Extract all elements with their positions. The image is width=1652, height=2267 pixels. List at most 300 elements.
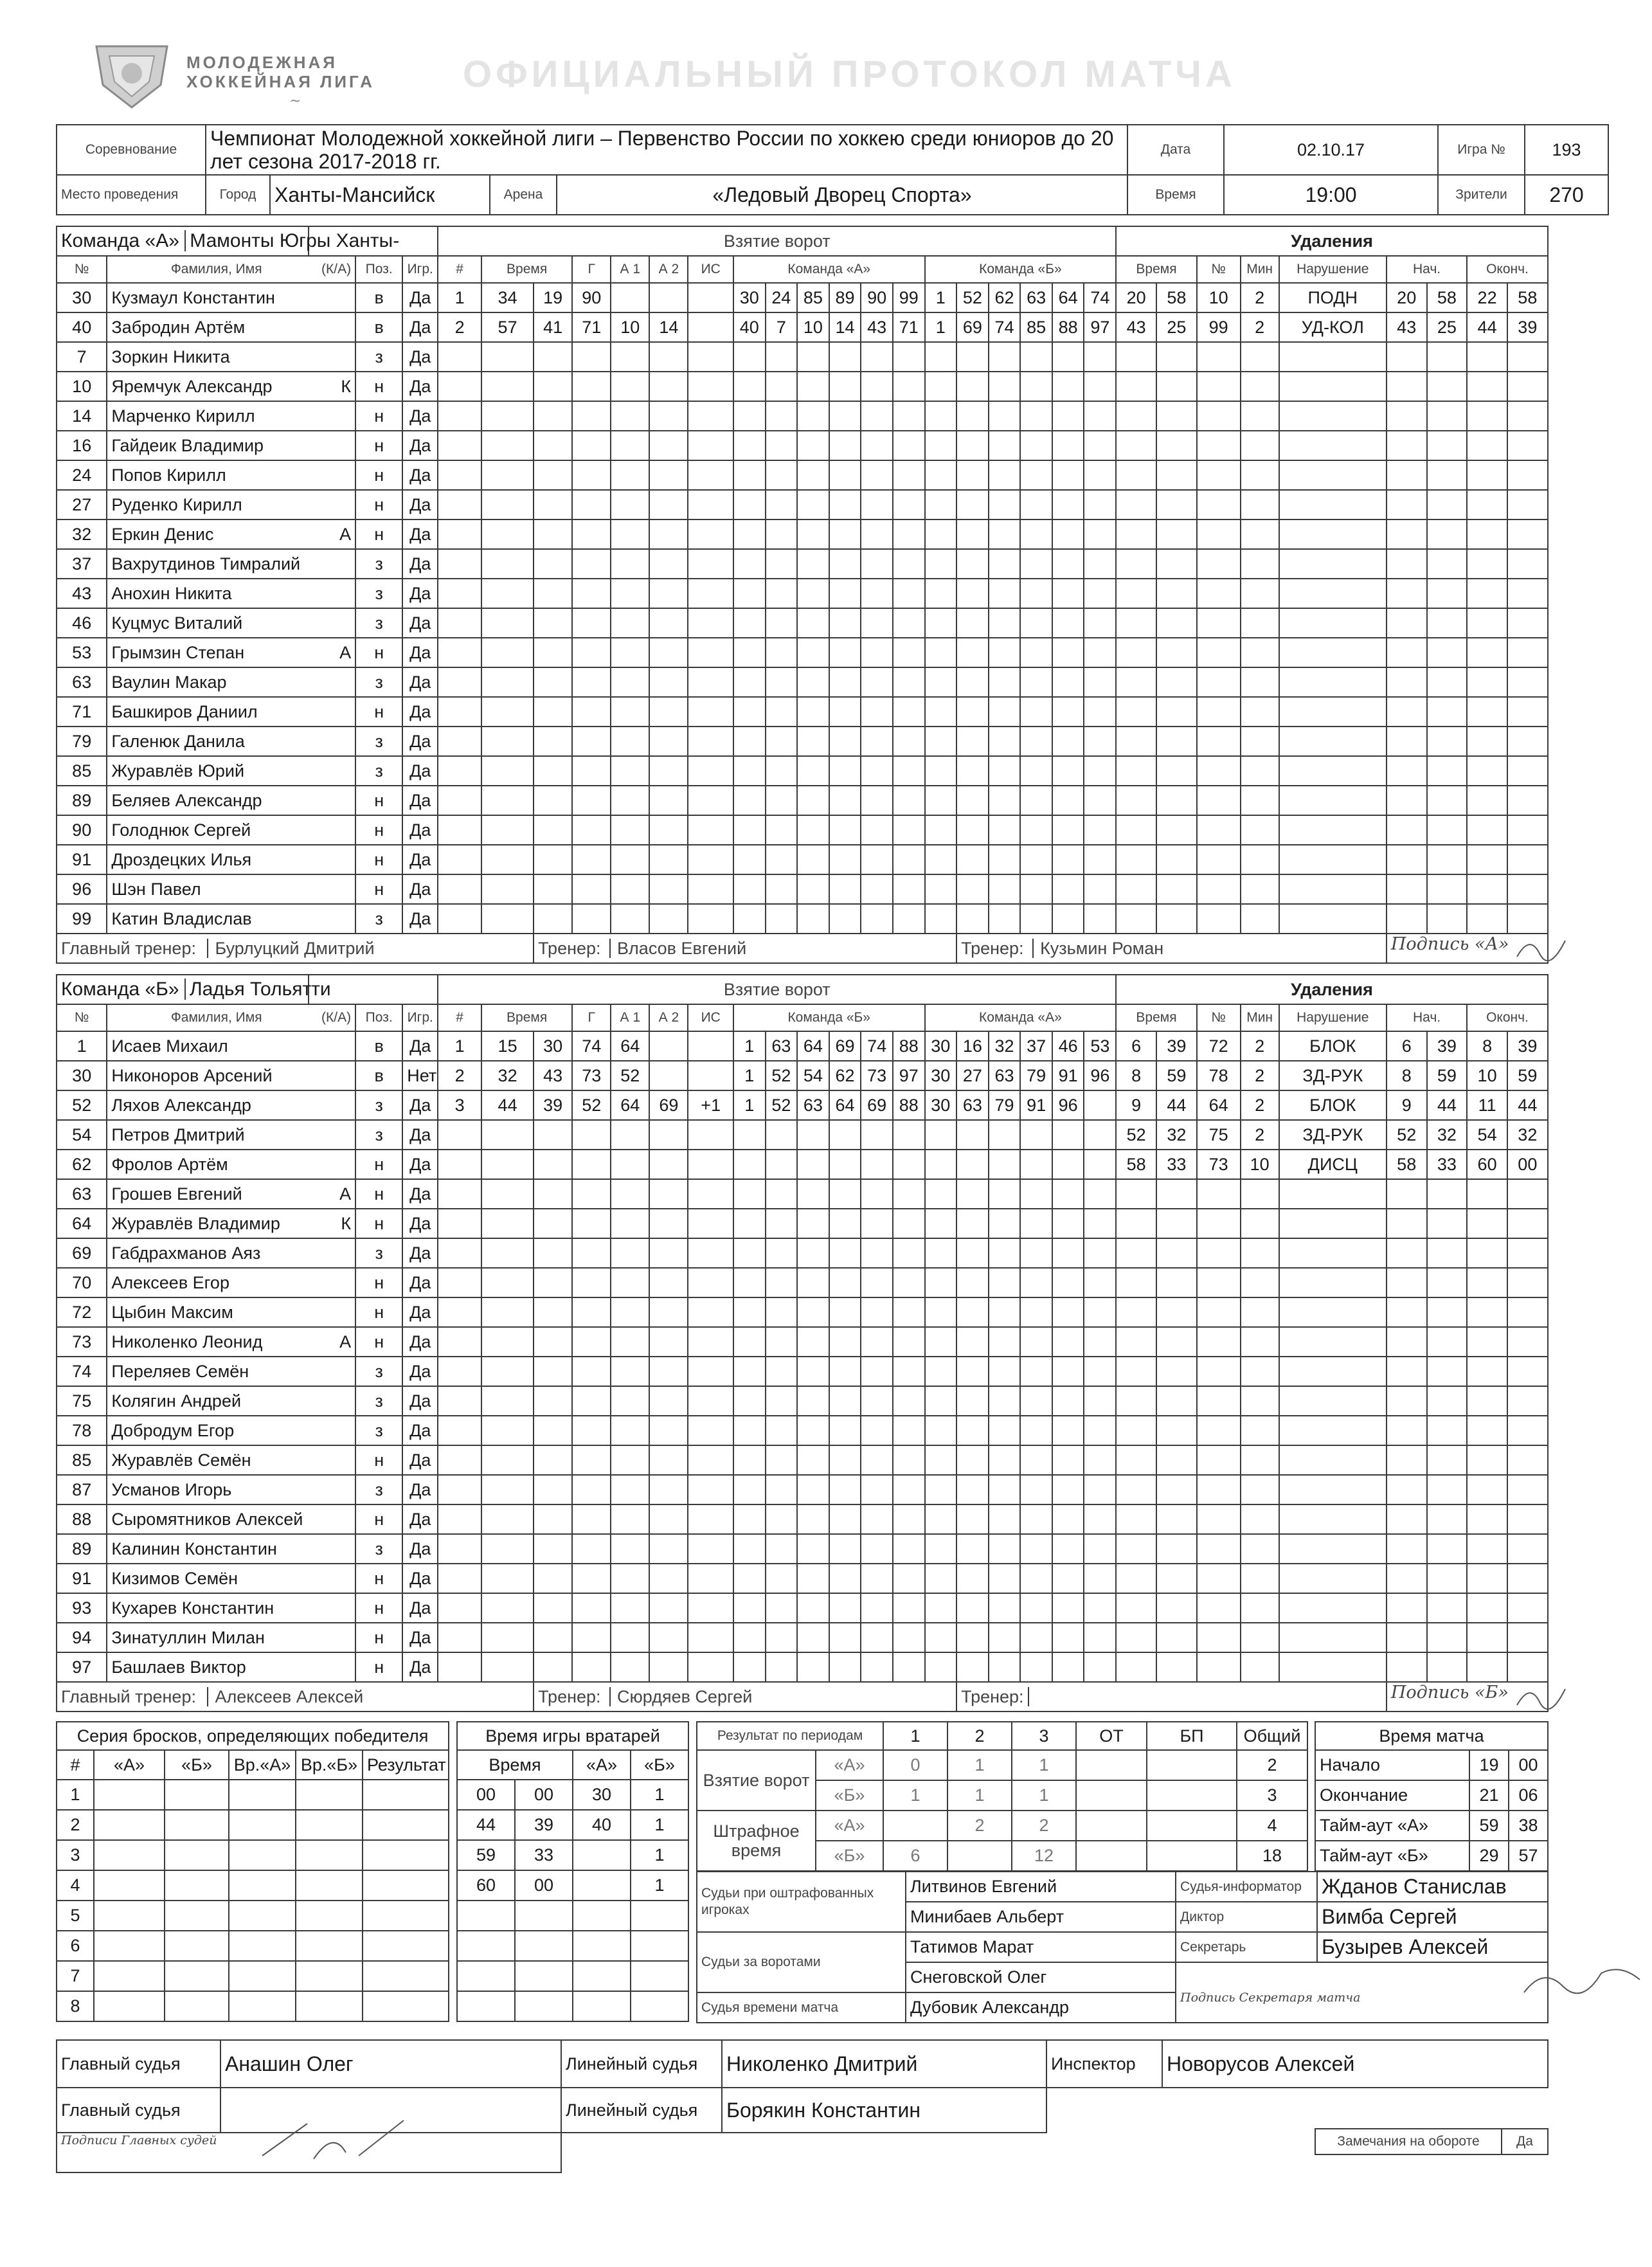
onice-own: 52 <box>766 1061 798 1090</box>
player-ka <box>309 845 355 874</box>
goal-situation <box>688 312 733 342</box>
remarks-table <box>1315 2128 1549 2155</box>
player-name: Цыбин Максим <box>107 1297 309 1327</box>
player-row <box>57 1297 1548 1327</box>
player-number: 14 <box>57 401 107 431</box>
team_b-h-own: Команда «Б» <box>733 1004 925 1031</box>
player-name: Переляев Семён <box>107 1357 309 1386</box>
player-name: Николенко Леонид <box>107 1327 309 1357</box>
goalie-b: 1 <box>631 1870 688 1901</box>
player-played: Да <box>402 1150 438 1179</box>
player-row <box>57 1090 1548 1120</box>
goalie-minute: 59 <box>457 1840 515 1870</box>
player-number: 96 <box>57 874 107 904</box>
shootout-h-num: # <box>57 1750 94 1780</box>
team_b-coach-label: Главный тренер: <box>61 1686 196 1706</box>
pen-minute: 52 <box>1116 1120 1156 1150</box>
player-ka <box>309 283 355 312</box>
player-number: 16 <box>57 431 107 460</box>
player-row <box>57 1120 1548 1150</box>
player-number: 54 <box>57 1120 107 1150</box>
player-played: Да <box>402 756 438 786</box>
period-col-1: 1 <box>883 1722 947 1750</box>
pen-minutes: 2 <box>1241 1061 1279 1090</box>
onice-own: 7 <box>766 312 798 342</box>
player-position: н <box>355 401 402 431</box>
team_b-h-a2: А 2 <box>649 1004 688 1031</box>
team_b-h-gnum: # <box>438 1004 481 1031</box>
period-value: 1 <box>1012 1780 1076 1811</box>
player-position: в <box>355 312 402 342</box>
shootout-title: Серия бросков, определяющих победителя <box>57 1722 449 1750</box>
goal-second: 43 <box>534 1061 572 1090</box>
goalie-second: 39 <box>515 1810 573 1840</box>
team_a-h-pnum: № <box>1197 256 1241 283</box>
logo-line-2: ХОККЕЙНАЯ ЛИГА <box>186 72 375 91</box>
player-number: 90 <box>57 815 107 845</box>
onice-opp: 1 <box>925 312 957 342</box>
referee-label-2: Главный судья <box>57 2088 220 2133</box>
team_a-h-play: Игр. <box>402 256 438 283</box>
player-name: Анохин Никита <box>107 579 309 608</box>
match-info-table <box>56 124 1609 215</box>
player-ka <box>309 1357 355 1386</box>
player-number: 69 <box>57 1238 107 1268</box>
onice-own: 1 <box>733 1090 766 1120</box>
player-played: Да <box>402 845 438 874</box>
team_a-h-gtime: Время <box>481 256 572 283</box>
team_a-h-pstart: Нач. <box>1387 256 1467 283</box>
team_a-h-ka: (К/А) <box>321 262 352 276</box>
shootout-row <box>57 1870 449 1901</box>
team_b-h-a1: А 1 <box>611 1004 649 1031</box>
match-time-label: Тайм-аут «А» <box>1315 1811 1469 1841</box>
pen-end-sec: 58 <box>1507 283 1548 312</box>
team_b-signature <box>1514 1683 1572 1708</box>
player-name: Добродум Егор <box>107 1416 309 1445</box>
player-position: з <box>355 756 402 786</box>
player-row <box>57 1357 1548 1386</box>
player-played: Да <box>402 1268 438 1297</box>
player-position: н <box>355 874 402 904</box>
period-value <box>947 1841 1012 1871</box>
goal-second: 30 <box>534 1031 572 1061</box>
player-ka: К <box>309 372 355 401</box>
onice-own: 99 <box>893 283 925 312</box>
linesman-1: Николенко Дмитрий <box>722 2040 1046 2088</box>
player-ka <box>309 667 355 697</box>
player-ka <box>309 1475 355 1504</box>
player-number: 1 <box>57 1031 107 1061</box>
player-row <box>57 1475 1548 1504</box>
goalie-second: 00 <box>515 1870 573 1901</box>
team_b-h-name: Фамилия, Имя <box>170 1010 262 1025</box>
player-position: з <box>355 1238 402 1268</box>
player-position: з <box>355 549 402 579</box>
team_a-coach-label: Главный тренер: <box>61 938 196 958</box>
onice-own: 52 <box>766 1090 798 1120</box>
team_b-h-pos: Поз. <box>355 1004 402 1031</box>
onice-opp: 53 <box>1084 1031 1116 1061</box>
period-value <box>1076 1811 1147 1841</box>
match-time-label: Тайм-аут «Б» <box>1315 1841 1469 1871</box>
goalie-row <box>457 1780 688 1810</box>
player-number: 46 <box>57 608 107 638</box>
player-played: Да <box>402 608 438 638</box>
game-value: 193 <box>1525 125 1608 175</box>
remarks-value: Да <box>1502 2129 1548 2154</box>
player-position: з <box>355 1534 402 1564</box>
onice-opp: 16 <box>956 1031 989 1061</box>
player-position: з <box>355 579 402 608</box>
logo-line-1: МОЛОДЕЖНАЯ <box>186 53 337 72</box>
team_a-coach2-label: Тренер: <box>538 938 601 958</box>
timekeeper-value: Дубовик Александр <box>906 1992 1176 2023</box>
player-position: н <box>355 1504 402 1534</box>
period-col-2: 2 <box>947 1722 1012 1750</box>
team_b-h-ptime: Время <box>1116 1004 1196 1031</box>
player-played: Да <box>402 372 438 401</box>
player-row <box>57 1238 1548 1268</box>
pen-minutes: 10 <box>1241 1150 1279 1179</box>
shootout-table <box>56 1721 449 2022</box>
goal-minute: 32 <box>481 1061 534 1090</box>
player-ka <box>309 1090 355 1120</box>
goalie-row <box>457 1810 688 1840</box>
team_a-name: Мамонты Югры Ханты- <box>184 230 399 251</box>
match-time-minute: 21 <box>1469 1780 1509 1811</box>
pen-violation: ДИСЦ <box>1279 1150 1387 1179</box>
player-position: н <box>355 519 402 549</box>
timekeeper-label: Судья времени матча <box>697 1992 906 2023</box>
player-number: 32 <box>57 519 107 549</box>
period-value <box>1147 1811 1237 1841</box>
player-position: н <box>355 845 402 874</box>
goal-minute: 34 <box>481 283 534 312</box>
player-played: Да <box>402 431 438 460</box>
player-number: 87 <box>57 1475 107 1504</box>
pen-end-min: 8 <box>1467 1031 1507 1061</box>
match-time-minute: 19 <box>1469 1750 1509 1780</box>
onice-own: 24 <box>766 283 798 312</box>
pen-start-sec: 58 <box>1427 283 1468 312</box>
player-row <box>57 904 1548 934</box>
player-position: з <box>355 904 402 934</box>
player-position: з <box>355 342 402 372</box>
player-played: Да <box>402 1416 438 1445</box>
player-played: Да <box>402 1593 438 1623</box>
player-row <box>57 1564 1548 1593</box>
player-row <box>57 312 1548 342</box>
player-played: Да <box>402 1445 438 1475</box>
goal-assist-2: 69 <box>649 1090 688 1120</box>
player-position: з <box>355 1090 402 1120</box>
player-name: Усманов Игорь <box>107 1475 309 1504</box>
pen-player: 75 <box>1197 1120 1241 1150</box>
player-name: Еркин Денис <box>107 519 309 549</box>
pen-minutes: 2 <box>1241 312 1279 342</box>
periods-title: Результат по периодам <box>697 1722 883 1750</box>
player-ka <box>309 815 355 845</box>
inspector-value: Новорусов Алексей <box>1162 2040 1548 2088</box>
period-value <box>1076 1841 1147 1871</box>
player-row <box>57 786 1548 815</box>
player-ka: А <box>309 519 355 549</box>
player-position: н <box>355 697 402 727</box>
team_b-sign-label: Подпись «Б» <box>1390 1683 1509 1703</box>
player-played: Да <box>402 904 438 934</box>
player-number: 79 <box>57 727 107 756</box>
player-name: Кизимов Семён <box>107 1564 309 1593</box>
logo-signature: ~ <box>289 93 301 109</box>
player-number: 73 <box>57 1327 107 1357</box>
player-name: Галенюк Данила <box>107 727 309 756</box>
player-ka: К <box>309 1209 355 1238</box>
team_a-h-pviol: Нарушение <box>1279 256 1387 283</box>
player-number: 71 <box>57 697 107 727</box>
game-label: Игра № <box>1438 125 1525 175</box>
player-ka: А <box>309 638 355 667</box>
player-ka <box>309 579 355 608</box>
onice-opp: 30 <box>925 1090 957 1120</box>
period-col-so: БП <box>1147 1722 1237 1750</box>
team_a-signature <box>1514 934 1572 960</box>
player-number: 53 <box>57 638 107 667</box>
player-played: Да <box>402 342 438 372</box>
goal-minute: 44 <box>481 1090 534 1120</box>
city-value: Ханты-Мансийск <box>270 175 490 215</box>
player-played: Да <box>402 401 438 431</box>
player-played: Да <box>402 1564 438 1593</box>
league-logo <box>90 40 174 111</box>
goalies-title: Время игры вратарей <box>457 1722 688 1750</box>
referees-signature <box>249 2117 442 2162</box>
player-number: 85 <box>57 756 107 786</box>
shootout-h-a: «А» <box>94 1750 165 1780</box>
team-b-section <box>56 974 1549 1712</box>
onice-opp: 32 <box>989 1031 1021 1061</box>
player-ka <box>309 1593 355 1623</box>
team_a-h-gnum: # <box>438 256 481 283</box>
shootout-h-b: «Б» <box>165 1750 229 1780</box>
goal-assist-2 <box>649 1031 688 1061</box>
match-time-label: Окончание <box>1315 1780 1469 1811</box>
period-value: 1 <box>883 1780 947 1811</box>
player-played: Да <box>402 1357 438 1386</box>
pen-end-min: 54 <box>1467 1120 1507 1150</box>
secretary-label: Секретарь <box>1176 1932 1317 1962</box>
player-position: н <box>355 1297 402 1327</box>
period-value <box>1147 1780 1237 1811</box>
team_a-h-is: ИС <box>688 256 733 283</box>
pen-minutes: 2 <box>1241 1120 1279 1150</box>
player-ka <box>309 312 355 342</box>
period-value: 1 <box>1012 1750 1076 1780</box>
player-number: 74 <box>57 1357 107 1386</box>
referees-signature-label: Подписи Главных судей <box>61 2133 217 2147</box>
onice-own: 69 <box>829 1031 861 1061</box>
goal-assist-2: 14 <box>649 312 688 342</box>
onice-opp: 97 <box>1084 312 1116 342</box>
team_b-coach2: Сюрдяев Сергей <box>609 1687 752 1706</box>
onice-own: 69 <box>861 1090 893 1120</box>
player-position: з <box>355 1475 402 1504</box>
player-name: Журавлёв Семён <box>107 1445 309 1475</box>
onice-opp <box>1084 1090 1116 1120</box>
player-name: Сыромятников Алексей <box>107 1504 309 1534</box>
pen-second: 25 <box>1156 312 1197 342</box>
goalie-time-table <box>456 1721 689 2022</box>
player-played: Да <box>402 874 438 904</box>
player-number: 72 <box>57 1297 107 1327</box>
time-value: 19:00 <box>1224 175 1438 215</box>
referee-label-1: Главный судья <box>57 2040 220 2088</box>
player-name: Зоркин Никита <box>107 342 309 372</box>
player-ka <box>309 1297 355 1327</box>
player-number: 30 <box>57 1061 107 1090</box>
player-played: Да <box>402 1090 438 1120</box>
onice-own: 90 <box>861 283 893 312</box>
player-row <box>57 845 1548 874</box>
goalie-a: 30 <box>573 1780 631 1810</box>
goal-number: 2 <box>438 312 481 342</box>
player-ka <box>309 460 355 490</box>
pen-minute: 8 <box>1116 1061 1156 1090</box>
goal-situation <box>688 1061 733 1090</box>
goal-assist-1: 64 <box>611 1090 649 1120</box>
player-row <box>57 1593 1548 1623</box>
onice-opp: 74 <box>989 312 1021 342</box>
goalie-a <box>573 1870 631 1901</box>
onice-own: 71 <box>893 312 925 342</box>
player-played: Да <box>402 579 438 608</box>
onice-own: 88 <box>893 1090 925 1120</box>
player-ka <box>309 1386 355 1416</box>
player-played: Да <box>402 283 438 312</box>
shootout-h-res: Результат <box>363 1750 449 1780</box>
team_a-pen-title: Удаления <box>1116 226 1547 256</box>
player-name: Ляхов Александр <box>107 1090 309 1120</box>
player-ka <box>309 756 355 786</box>
shootout-row-num: 6 <box>57 1931 94 1961</box>
player-name: Грошев Евгений <box>107 1179 309 1209</box>
pen-second: 33 <box>1156 1150 1197 1179</box>
player-played: Да <box>402 1652 438 1682</box>
goal-assist-2 <box>649 1061 688 1090</box>
player-row <box>57 1504 1548 1534</box>
player-row <box>57 1327 1548 1357</box>
onice-opp: 79 <box>989 1090 1021 1120</box>
player-played: Да <box>402 1120 438 1150</box>
player-number: 94 <box>57 1623 107 1652</box>
player-number: 91 <box>57 845 107 874</box>
goal-scorer: 52 <box>572 1090 611 1120</box>
player-played: Да <box>402 519 438 549</box>
player-played: Да <box>402 1327 438 1357</box>
player-number: 85 <box>57 1445 107 1475</box>
player-position: н <box>355 1327 402 1357</box>
player-ka <box>309 786 355 815</box>
player-name: Никоноров Арсений <box>107 1061 309 1090</box>
goalies-h-b: «Б» <box>631 1750 688 1780</box>
shootout-row-num: 2 <box>57 1810 94 1840</box>
player-position: н <box>355 490 402 519</box>
match-time-row <box>1315 1811 1548 1841</box>
onice-opp: 91 <box>1020 1090 1052 1120</box>
match-time-minute: 59 <box>1469 1811 1509 1841</box>
team_b-h-opp: Команда «А» <box>925 1004 1117 1031</box>
player-ka <box>309 1150 355 1179</box>
pen-player: 10 <box>1197 283 1241 312</box>
player-number: 30 <box>57 283 107 312</box>
period-team: «Б» <box>816 1841 883 1871</box>
player-played: Да <box>402 1209 438 1238</box>
team_a-coach3: Кузьмин Роман <box>1032 939 1163 958</box>
player-row <box>57 1445 1548 1475</box>
goalie-a <box>573 1840 631 1870</box>
secretary-signature-label: Подпись Секретаря матча <box>1180 1991 1361 2005</box>
team_b-h-pviol: Нарушение <box>1279 1004 1387 1031</box>
shootout-row-num: 8 <box>57 1991 94 2021</box>
player-ka <box>309 727 355 756</box>
onice-own: 63 <box>766 1031 798 1061</box>
period-value: 2 <box>947 1811 1012 1841</box>
onice-own: 1 <box>733 1061 766 1090</box>
player-played: Да <box>402 1297 438 1327</box>
match-time-second: 38 <box>1509 1811 1548 1841</box>
team_b-h-pstart: Нач. <box>1387 1004 1467 1031</box>
player-name: Габдрахманов Аяз <box>107 1238 309 1268</box>
player-position: н <box>355 1652 402 1682</box>
player-name: Катин Владислав <box>107 904 309 934</box>
match-time-row <box>1315 1780 1548 1811</box>
player-number: 89 <box>57 1534 107 1564</box>
team_a-h-a2: А 2 <box>649 256 688 283</box>
team_a-coach: Бурлуцкий Дмитрий <box>207 939 374 958</box>
pen-end-sec: 32 <box>1507 1120 1548 1150</box>
goal-number: 2 <box>438 1061 481 1090</box>
pen-end-sec: 59 <box>1507 1061 1548 1090</box>
spectators-value: 270 <box>1525 175 1608 215</box>
player-row <box>57 756 1548 786</box>
player-row <box>57 1061 1548 1090</box>
shootout-row-num: 4 <box>57 1870 94 1901</box>
pen-violation: БЛОК <box>1279 1031 1387 1061</box>
player-played: Да <box>402 1534 438 1564</box>
player-position: з <box>355 667 402 697</box>
player-ka <box>309 1445 355 1475</box>
player-ka <box>309 1504 355 1534</box>
pen-minute: 20 <box>1116 283 1156 312</box>
player-row <box>57 1623 1548 1652</box>
competition-label: Соревнование <box>57 125 206 175</box>
period-value <box>1076 1780 1147 1811</box>
pen-start-min: 6 <box>1387 1031 1427 1061</box>
pen-second: 39 <box>1156 1031 1197 1061</box>
player-row <box>57 1386 1548 1416</box>
goal-judges-label: Судьи за воротами <box>697 1932 906 1992</box>
player-ka <box>309 874 355 904</box>
period-row <box>697 1811 1307 1841</box>
date-value: 02.10.17 <box>1224 125 1438 175</box>
player-number: 99 <box>57 904 107 934</box>
player-name: Алексеев Егор <box>107 1268 309 1297</box>
onice-own: 64 <box>829 1090 861 1120</box>
player-played: Да <box>402 638 438 667</box>
player-position: з <box>355 1357 402 1386</box>
pen-start-min: 8 <box>1387 1061 1427 1090</box>
team_a-h-opp: Команда «Б» <box>925 256 1117 283</box>
